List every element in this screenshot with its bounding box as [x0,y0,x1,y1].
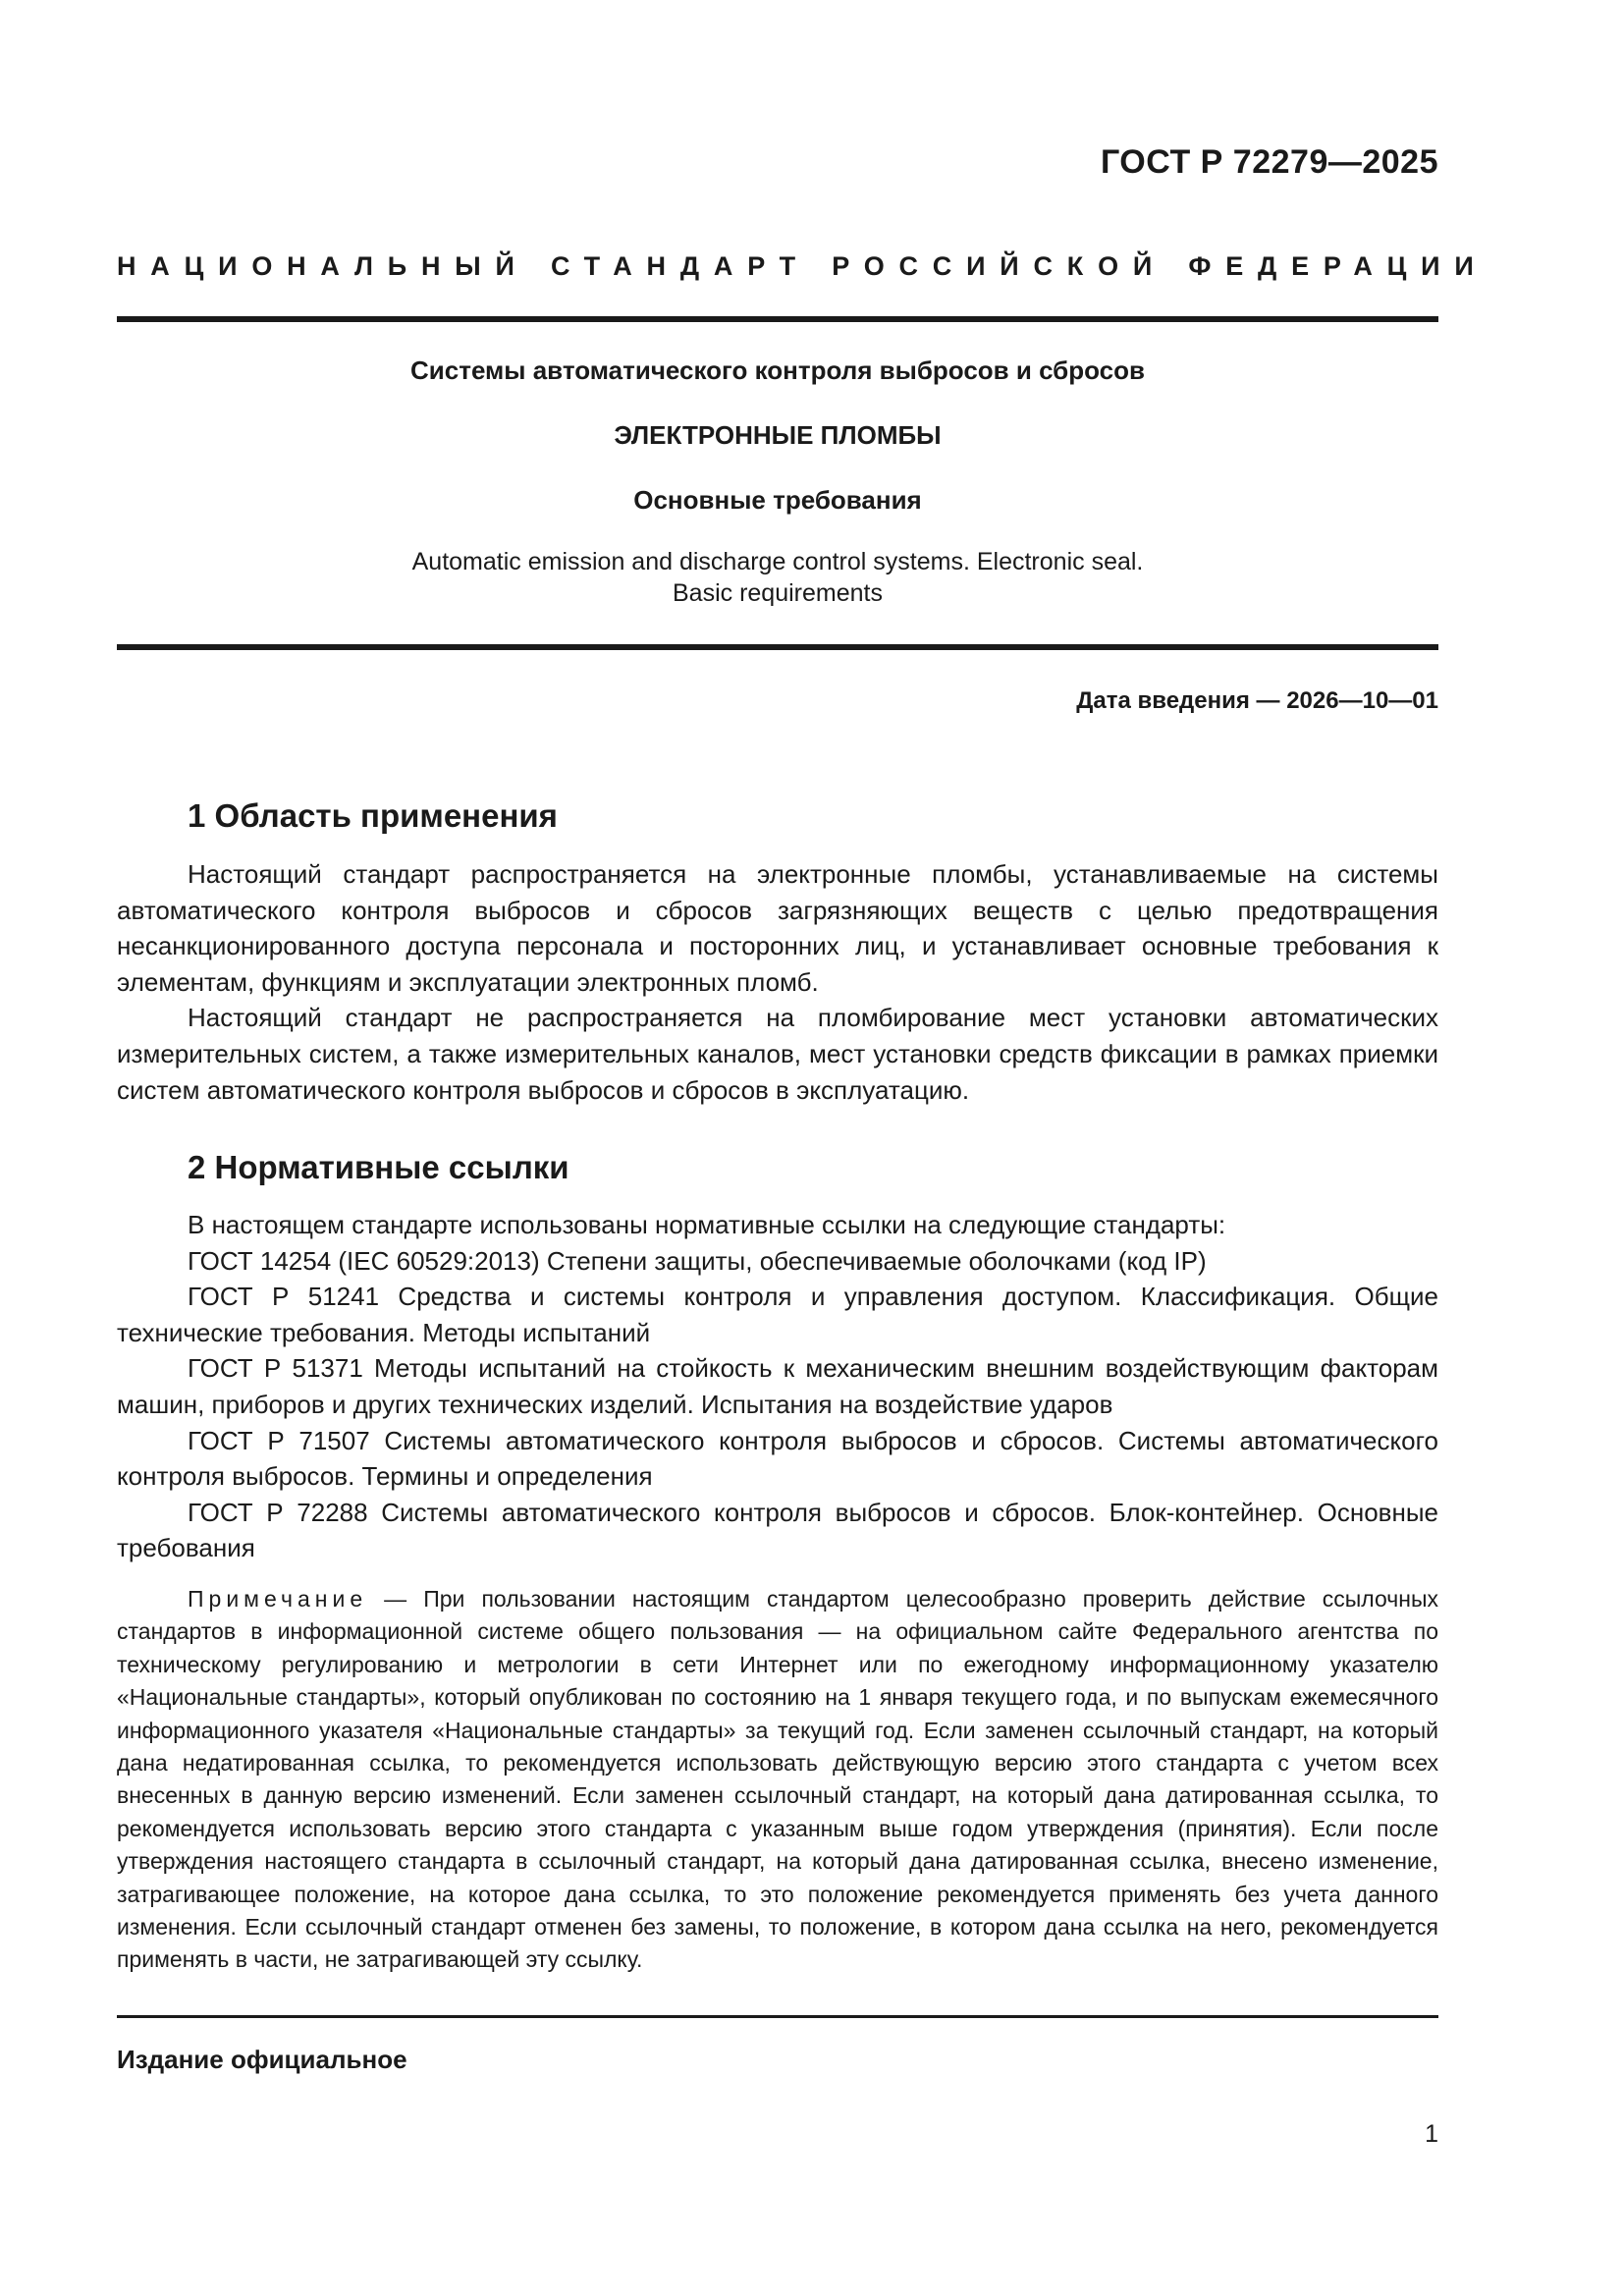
national-standard-banner: НАЦИОНАЛЬНЫЙ СТАНДАРТ РОССИЙСКОЙ ФЕДЕРАЦИИ [117,251,1488,281]
official-edition-label: Издание официальное [117,2045,407,2074]
top-divider [117,316,1438,322]
reference-item: ГОСТ Р 51371 Методы испытаний на стойкость к механическим внешним воздействующим факторам машин, приборов и других технических изделий. Испытания на воздействие ударов [117,1353,1438,1419]
document-subtitle: ЭЛЕКТРОННЫЕ ПЛОМБЫ [614,420,942,450]
note-paragraph [117,1583,1438,1977]
section-body-normative-references [117,1207,1438,1566]
paragraph: В настоящем стандарте использованы нормативные ссылки на следующие стандарты: [188,1210,1226,1239]
document-page [117,0,1488,2296]
document-number: ГОСТ Р 72279—2025 [1100,143,1438,181]
note-label: Примечание [188,1586,368,1612]
english-title-line-1: Automatic emission and discharge control systems. Electronic seal. [411,548,1144,575]
reference-item: ГОСТ Р 72288 Системы автоматического контроля выбросов и сбросов. Блок-контейнер. Основные требования [117,1497,1438,1563]
note-body: — При пользовании настоящим стандартом целесообразно проверить действие ссылочных стандартов в информационной системе общего пользования — на официальном сайте Федерального агентства по техническому регулированию и метрологии в сети Интернет или по ежегодному информационному указателю «Национальные стандарты», который опубликован по состоянию на 1 января текущего года, и по выпускам ежемесячного информационного указателя «Национальные стандарты» за текущий год. Если заменен ссылочный стандарт, на который дана недатированная ссылка, то рекомендуется использовать действующую версию этого стандарта с учетом всех внесенных в данную версию изменений. Если заменен ссылочный стандарт, на который дана датированная ссылка, то рекомендуется использовать версию этого стандарта с указанным выше годом утверждения (принятия). Если после утверждения настоящего стандарта в ссылочный стандарт, на который дана датированная ссылка, внесено изменение, затрагивающее положение, на которое дана ссылка, то это положение рекомендуется применять без учета данного изменения. Если ссылочный стандарт отменен без замены, то положение, в котором дана ссылка на него, рекомендуется применять в части, не затрагивающей эту ссылку. [117,1586,1438,1973]
paragraph: Настоящий стандарт распространяется на электронные пломбы, устанавливаемые на системы автоматического контроля выбросов и сбросов загрязняющих веществ с целью предотвращения несанкционированного доступа персонала и посторонних лиц, и устанавливает основные требования к элементам, функциям и эксплуатации электронных пломб. [117,859,1438,997]
reference-item: ГОСТ 14254 (IEC 60529:2013) Степени защиты, обеспечиваемые оболочками (код IP) [188,1245,1207,1276]
paragraph: Настоящий стандарт не распространяется на пломбирование мест установки автоматических измерительных систем, а также измерительных каналов, мест установки средств фиксации в рамках приемки систем автоматического контроля выбросов и сбросов в эксплуатацию. [117,1003,1438,1105]
reference-item: ГОСТ Р 71507 Системы автоматического контроля выбросов и сбросов. Системы автоматического контроля выбросов. Термины и определения [117,1425,1438,1492]
document-title: Системы автоматического контроля выбросов и сбросов [409,355,1145,385]
footer-divider [117,2015,1438,2018]
section-heading-scope: 1 Область применения [188,797,558,834]
section-heading-normative-references: 2 Нормативные ссылки [188,1149,569,1185]
english-title-line-2: Basic requirements [673,579,883,607]
section-body-scope [117,856,1438,1108]
introduction-date: Дата введения — 2026—10—01 [1076,687,1438,714]
reference-item: ГОСТ Р 51241 Средства и системы контроля и управления доступом. Классификация. Общие технические требования. Методы испытаний [117,1282,1438,1347]
title-divider [117,644,1438,650]
page-number: 1 [1425,2120,1438,2148]
note-block [117,1583,1438,1977]
english-title [117,546,1438,609]
document-requirements-title: Основные требования [633,485,922,515]
